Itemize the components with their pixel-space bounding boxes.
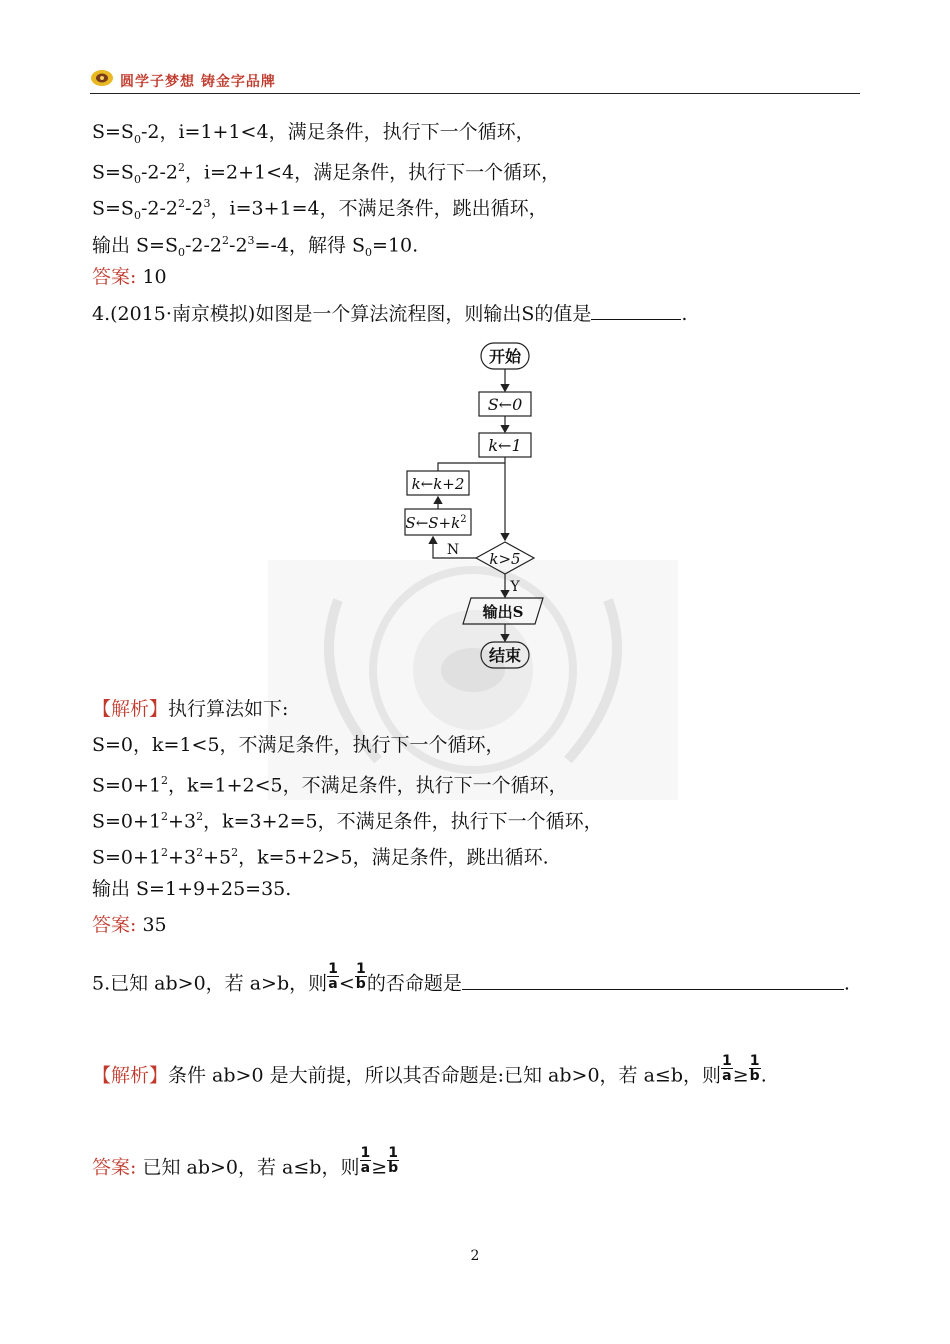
header-divider [90,93,860,94]
prev-answer: 答案: 10 [92,266,167,288]
q5-analysis: 【解析】条件 ab>0 是大前提，所以其否命题是:已知 ab>0，若 a≤b，则 $\frac{1}{a}$ ≥ $\frac{1}{b}$ . [92,1053,767,1087]
flow-s-init-label: S←0 [487,395,523,414]
analysis-frac-1-over-b: $\frac{1}{b}$ [749,1053,760,1084]
analysis-frac-1-over-a: $\frac{1}{a}$ [721,1053,732,1084]
q4-analysis: 【解析】执行算法如下: [92,698,289,720]
q5-question: 5.已知 ab>0，若 a>b，则 $\frac{1}{a}$ < $\frac{1}{b}$ 的否命题是 . [92,961,850,995]
q5-frac-1-over-b: $\frac{1}{b}$ [355,961,366,992]
brand-logo-icon [90,68,116,88]
flow-start-label: 开始 [488,347,522,366]
q5-answer: 答案: 已知 ab>0，若 a≤b，则 $\frac{1}{a}$ ≥ $\frac{1}{b}$ [92,1145,399,1179]
q4-question: 4.(2015·南京模拟)如图是一个算法流程图，则输出S的值是 . [92,303,688,325]
flow-output-label: 输出S [482,603,524,621]
q5-frac-1-over-a: $\frac{1}{a}$ [328,961,338,992]
flow-no-label: N [446,542,460,558]
prev-line-1: $S=S_0-2$，i=1+1<4，满足条件，执行下一个循环， [92,121,535,146]
page-number: 2 [470,1248,480,1264]
flow-condition-label: k>5 [489,550,521,568]
q4-answer-blank [591,303,681,320]
q4-step-3: $S=0+1^2+3^2$，k=3+2=5，不满足条件，执行下一个循环， [92,810,603,833]
q4-step-2: $S=0+1^2$，k=1+2<5，不满足条件，执行下一个循环， [92,774,568,797]
flow-end-label: 结束 [488,646,522,665]
q4-step-5: 输出 S=1+9+25=35. [92,878,292,900]
q4-answer: 答案: 35 [92,914,167,936]
header-slogan: 圆学子梦想 铸金字品牌 [120,74,276,90]
answer-frac-1-over-a: $\frac{1}{a}$ [360,1145,371,1176]
q4-step-4: $S=0+1^2+3^2+5^2$，k=5+2>5，满足条件，跳出循环. [92,846,549,869]
flow-k-update-label: k←k+2 [411,475,465,493]
page-header [90,66,860,94]
algorithm-flowchart [395,335,570,685]
q4-step-1: S=0，k=1<5，不满足条件，执行下一个循环， [92,734,505,756]
prev-line-4: 输出 $S=S_0-2-2^2-2^3=-4$，解得 $S_0=10$. [92,234,419,260]
prev-line-2: $S=S_0-2-2^2$，i=2+1<4，满足条件，执行下一个循环， [92,161,561,187]
prev-line-3: $S=S_0-2-2^2-2^3$，i=3+1=4，不满足条件，跳出循环， [92,197,548,223]
q5-answer-blank [462,973,844,990]
flow-k-init-label: k←1 [488,436,522,455]
flow-s-update-label: $S\leftarrow S+k^2$ [405,514,467,532]
flow-yes-label: Y [510,579,520,595]
answer-frac-1-over-b: $\frac{1}{b}$ [388,1145,399,1176]
